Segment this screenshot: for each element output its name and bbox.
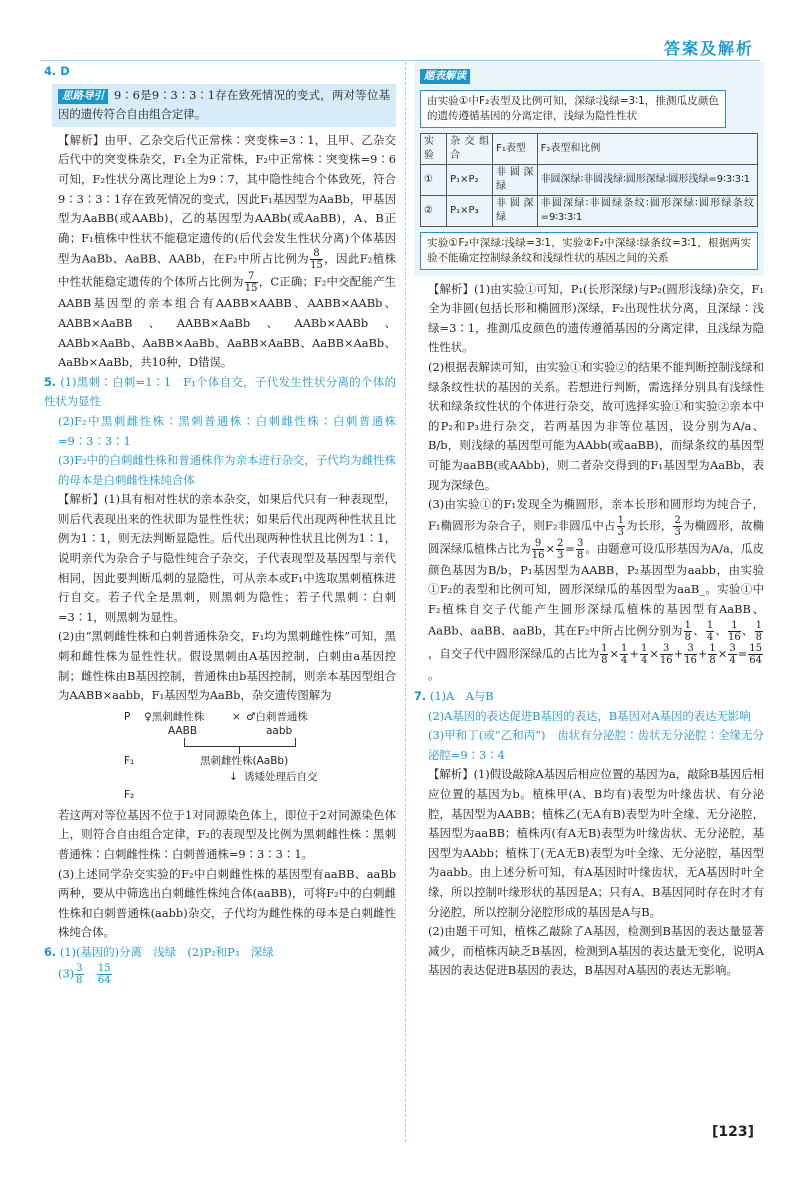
diag-genotype-1: AABB — [168, 724, 198, 737]
diag-line — [239, 746, 240, 754]
diag-f1: 黑刺雌性株(AaBb) — [200, 754, 289, 767]
q5-answer-3: (3)F₂中的白刺雌性株和普通株作为亲本进行杂交，子代均为雌性株的母本是白刺雌性株纯合体 — [58, 453, 396, 487]
table-row: ① P₁×P₂ 非圆深绿 非圆深绿∶非圆浅绿∶圆形深绿∶圆形浅绿=9∶3∶3∶1 — [421, 164, 758, 195]
q7-number: 7. — [414, 689, 427, 704]
explanation-label: 【解析】 — [58, 132, 105, 147]
q4-explanation — [44, 131, 396, 373]
diag-genotype-2: aabb — [266, 724, 293, 737]
q4-hint — [52, 84, 396, 127]
fraction: $\frac{7}{15}$ — [244, 271, 258, 295]
results-table — [420, 133, 758, 227]
col-header: 实验 — [421, 133, 447, 164]
header-rule — [40, 60, 760, 61]
left-column — [44, 62, 396, 986]
q5-number: 5. — [44, 374, 57, 389]
q4-hint-text: 9∶6是9∶3∶3∶1存在致死情况的变式，两对等位基因的遗传符合自由组合定律。 — [58, 87, 390, 122]
page-number: [123] — [711, 1124, 754, 1140]
col-header: F₂表型和比例 — [537, 133, 757, 164]
diag-label-f1: F₁ — [124, 754, 135, 767]
diag-arrow: ↓ — [229, 770, 238, 783]
q4-text-3: ，C正确；F₂中交配能产生AABB基因型的亲本组合有AABB×AABB、AABB×AABb、AABB×AaBB、AABB×AaBb、AABb×AABb、AABb×AaBb、AaBB×AaBb、AaBB×AaBB、AaBB×AaBb、AaBb×AaBb，共10种，D错误。 — [58, 274, 396, 370]
right-column — [414, 62, 764, 981]
header-title: 答案及解析 — [663, 39, 754, 58]
q5-answer-1: 5. (1)黑刺∶白刺=1∶1 F₁个体自交，子代发生性状分离的个体的性状为显性 — [44, 374, 396, 409]
q5-explanation: 【解析】(1)具有相对性状的亲本杂交，如果后代只有一种表现型，则后代表现出来的性状即为显性性状；如果后代出现两种性状且比例为1∶1，则无法判断显隐性。后代出现两种性状且比例为1∶1，说明亲代为杂合子与隐性纯合子杂交，子代表现型及基因型与亲代相同，因此要判断瓜刺的显隐性，可从亲本或F₁中选取黑刺植株进行自交。若子代全是黑刺，则黑刺为隐性；若子代黑刺∶白刺=3∶1，则黑刺为显性。 — [58, 492, 396, 624]
col-header: 杂交组合 — [447, 133, 493, 164]
q7-answer-2: (2)A基因的表达促进B基因的表达，B基因对A基因的表达无影响 — [428, 708, 751, 723]
q7-answer-1: 7. (1)A A与B — [414, 689, 494, 704]
cross-diagram — [124, 710, 396, 802]
diag-label-p: P — [124, 710, 131, 723]
diag-parent-1: ♀黑刺雌性株 — [144, 710, 205, 723]
col-header: F₁表型 — [493, 133, 537, 164]
q5-answer-2: (2)F₂中黑刺雌性株∶黑刺普通株∶白刺雌性株∶白刺普通株=9∶3∶3∶1 — [58, 413, 396, 448]
column-divider — [405, 62, 406, 1142]
note-box-2: 实验①F₂中深绿∶浅绿=3∶1，实验②F₂中深绿∶绿条纹=3∶1，根据两实验不能确定控制绿条纹和浅绿性状的基因之间的关系 — [420, 232, 758, 270]
q6-explanation-2: (2)根据表解读可知，由实验①和实验②的结果不能判断控制浅绿和绿条纹性状的基因的关系。若想进行判断，需选择分别具有浅绿性状和绿条纹性状的个体进行杂交，故可选择实验①和实验②亲本中的P₂和P₃进行杂交，若两基因为非等位基因，设分别为A/a、B/b，则浅绿的基因型可能为AAbb(或aaBB)，而绿条纹的基因型可能为aaBB(或AAbb)，则二者杂交得到的F₁基因型为AaBb，表现为深绿色。 — [428, 359, 764, 492]
q4-number: 4. D — [44, 64, 70, 78]
q6-explanation-3: (3)由实验①的F₁发现全为椭圆形，亲本长形和圆形均为纯合子，F₁椭圆形为杂合子，则F₂非圆瓜中占 $\frac{1}{3}$ 为长形， $\frac{2}{3}$ 为椭圆形，故椭圆深绿瓜植株占比为 $\frac{9}{16}$ × $\frac{2}{3}$ = $\frac{3}{8}$ 。由题意可设瓜形基因为A/a，瓜皮颜色基因为B/b，P₁基因型为AABB，P₂基因型为aabb，由实验①F₂的表型和比例可知，圆形深绿瓜的基因型为aaB_。实验①中F₂植株自交子代能产生圆形深绿瓜植株的基因型有AaBB、AaBb、aaBB、aaBb，其在F₂中所占比例分别为 $\frac{1}{8}$ 、 $\frac{1}{4}$ 、 $\frac{1}{16}$ 、 $\frac{1}{8}$ ，自交子代中圆形深绿瓜的占比为 $\frac{1}{8}$ × $\frac{1}{4}$ + $\frac{1}{4}$ × $\frac{3}{16}$ + $\frac{3}{16}$ + $\frac{1}{8}$ × $\frac{3}{4}$ = $\frac{15}{64}$ 。 — [428, 497, 764, 682]
hint-tag: 思路导引 — [58, 89, 108, 104]
diag-label-f2: F₂ — [124, 788, 135, 801]
q5-explanation-2: (2)由“黑刺雌性株和白刺普通株杂交，F₁均为黑刺雌性株”可知，黑刺和雌性株为显性性状。假设黑刺由A基因控制，白刺由a基因控制；雌性株由B基因控制，普通株由b基因控制，则亲本基因型组合为AABB×aabb，F₁基因型为AaBb，杂交遗传图解为 — [58, 629, 396, 703]
q7-answer-3: (3)甲和丁(或“乙和丙”) 齿状有分泌腔∶齿状无分泌腔∶全缘无分泌腔=9∶3∶4 — [428, 728, 764, 762]
q6-explanation: 【解析】(1)由实验①可知，P₁(长形深绿)与P₂(圆形浅绿)杂交，F₁全为非圆(包括长形和椭圆形)深绿，F₂出现性状分离，且深绿∶浅绿=3∶1，推测瓜皮颜色的遗传遵循基因的分离定律，且浅绿为隐性性状。 — [428, 281, 764, 355]
diag-cross-lines — [184, 738, 296, 747]
fraction: $\frac{8}{15}$ — [310, 248, 323, 272]
table-row: ② P₁×P₃ 非圆深绿 非圆深绿∶非圆绿条纹∶圆形深绿∶圆形绿条纹=9∶3∶3∶1 — [421, 195, 758, 226]
table-reading-panel — [414, 62, 764, 276]
q6-number: 6. — [44, 944, 57, 959]
q7-explanation-2: (2)由题干可知，植株乙敲除了A基因，检测到B基因的表达量显著减少，而植株丙缺乏B基因，检测到A基因的表达量无变化，说明A基因的表达促进B基因的表达，B基因对A基因的表达无影响。 — [428, 924, 764, 978]
q5-explanation-4: (3)上述同学杂交实验的F₂中白刺雌性株的基因型有aaBB、aaBb两种，要从中筛选出白刺雌性株纯合体(aaBB)，可将F₂中的白刺雌性株和白刺普通株(aabb)杂交，子代均为雌性株的母本是白刺雌性株纯合体。 — [58, 866, 396, 940]
q5-explanation-3: 若这两对等位基因不位于1对同源染色体上，即位于2对同源染色体上，则符合自由组合定律，F₂的表现型及比例为黑刺雌性株∶黑刺普通株∶白刺雌性株∶白刺普通株=9∶3∶3∶1。 — [58, 807, 396, 861]
table-reading-tag: 题表解读 — [420, 69, 470, 84]
diag-cross: × — [232, 710, 241, 723]
diag-parent-2: ♂白刺普通株 — [246, 710, 308, 723]
q4-text-2: ，因此F₂植株中性状能稳定遗传的个体所占比例为 — [58, 251, 396, 289]
diag-note: 诱矮处理后自交 — [244, 770, 318, 783]
q6-answer-1: 6. (1)(基因的)分离 浅绿 (2)P₂和P₃ 深绿 — [44, 944, 274, 959]
q4-text-1: 由甲、乙杂交后代正常株∶突变株=3∶1，且甲、乙杂交后代中的突变株杂交，F₁全为正常株，F₂中正常株∶突变株=9∶6可知，F₂性状分离比理论上为9∶7，其中隐性纯合个体致死，符合9∶3∶3∶1存在致死情况的变式，因此F₁基因型为AaBb，甲基因型为AaBB(或AABb)，乙的基因型为AABb(或AaBB)，A、B正确；F₁植株中性状不能稳定遗传的(后代会发生性状分离)个体基因型为AaBb、AaBB、AABb，在F₂中所占比例为 — [58, 132, 396, 266]
q6-answer-3: (3) $\frac{3}{8}$ $\frac{15}{64}$ — [58, 962, 111, 986]
q7-explanation: 【解析】(1)假设敲除A基因后相应位置的基因为a，敲除B基因后相应位置的基因为b。植株甲(A、B均有)表型为叶缘齿状、有分泌腔，基因型为AABB；植株乙(无A有B)表型为叶全缘、无分泌腔，基因型为aaBB；植株丙(有A无B)表型为叶缘齿状、无分泌腔，基因型为AAbb；植株丁(无A无B)表型为叶全缘、无分泌腔，基因型为aabb。由上述分析可知，有A基因时叶缘齿状，无A基因时叶全缘，所以控制叶缘形状的基因是A；只有A、B基因同时存在时才有分泌腔，所以控制分泌腔形成的基因是A与B。 — [428, 767, 764, 919]
note-box-1: 由实验①中F₂表型及比例可知，深绿∶浅绿=3∶1，推测瓜皮颜色的遗传遵循基因的分离定律，浅绿为隐性性状 — [420, 90, 726, 128]
